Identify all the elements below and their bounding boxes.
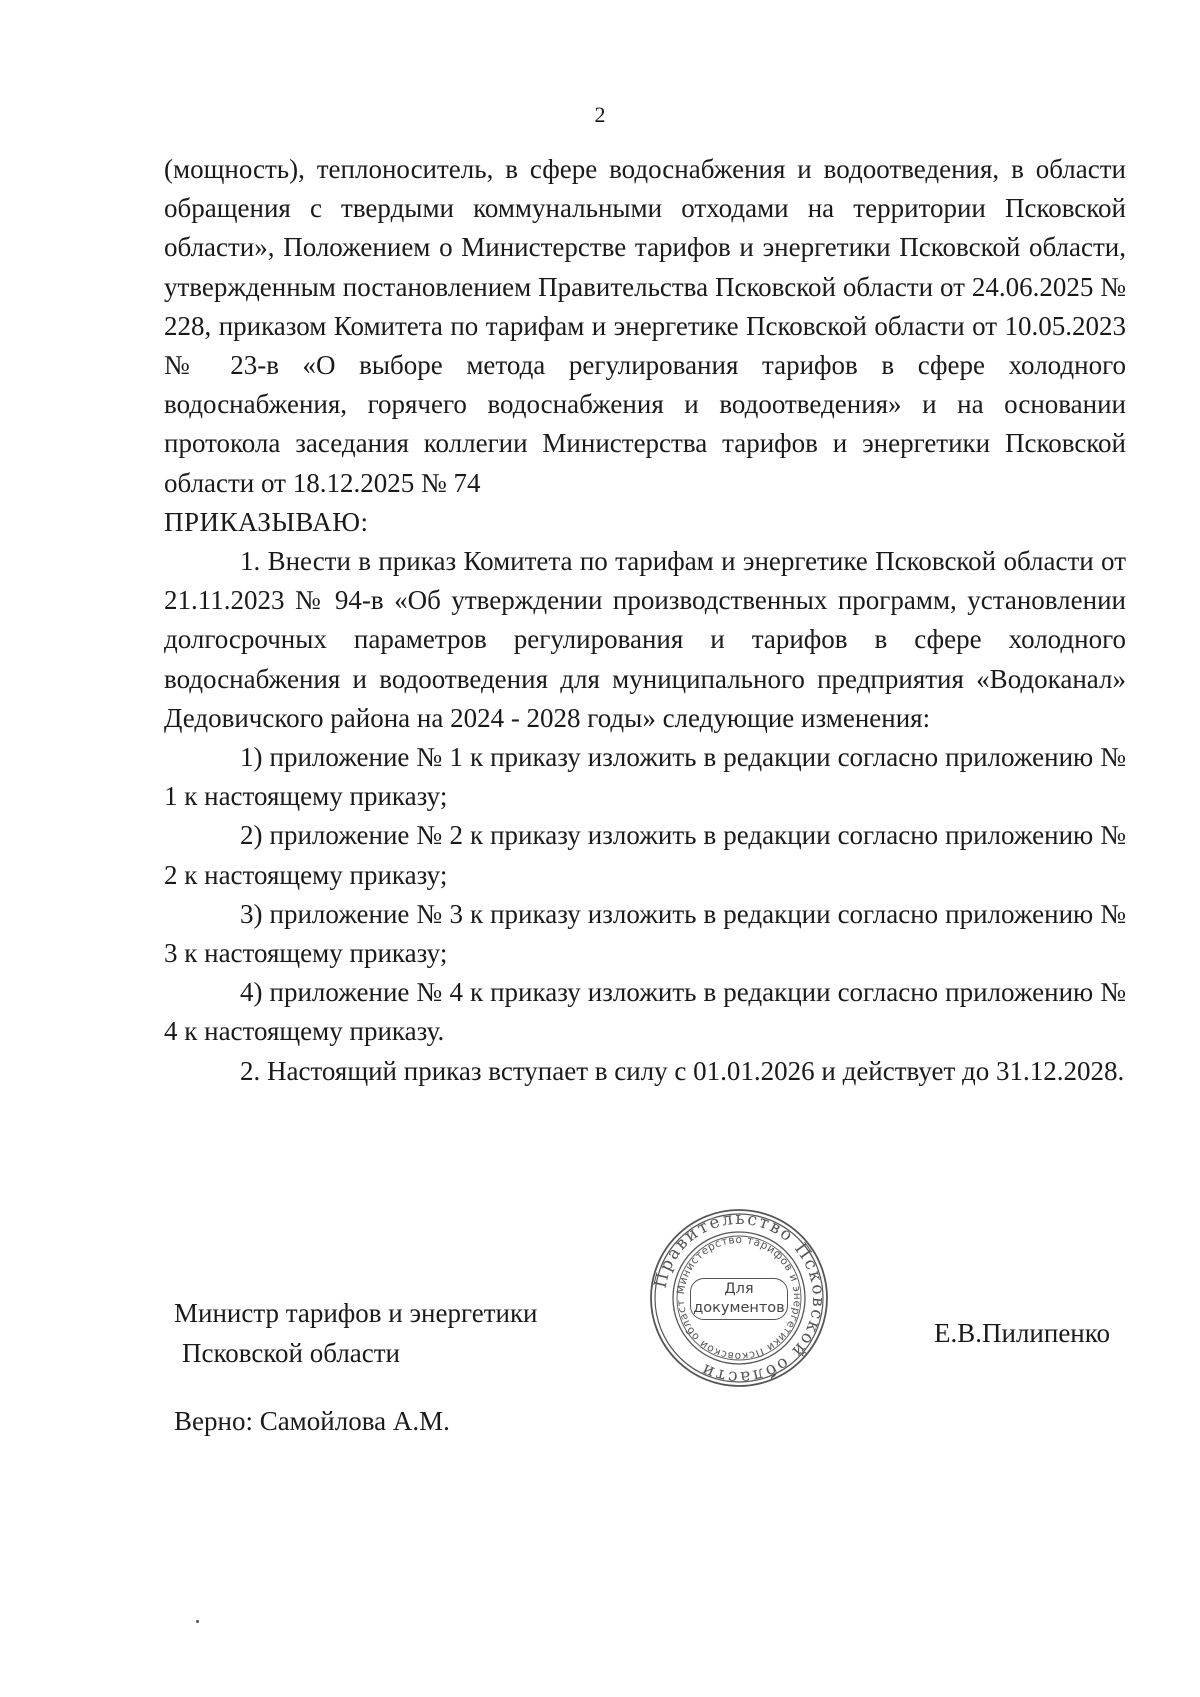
scan-dot (196, 1620, 199, 1623)
seal-center-line-1: Для (724, 1281, 754, 1297)
seal-inner-text: Министерство тарифов и энергетики Псковской област (674, 1233, 804, 1363)
seal-center-label (690, 1278, 788, 1320)
page-number: 2 (594, 102, 606, 127)
official-seal (648, 1207, 830, 1389)
seal-center-line-2: документов (693, 1300, 785, 1316)
order-item-2: 2. Настоящий приказ вступает в силу с 01.01.2026 и действует до 31.12.2028. (240, 1055, 1125, 1086)
document-body (164, 150, 1126, 1091)
sub-item-3: 3) приложение № 3 к приказу изложить в редакции согласно приложению № 3 к настоящему приказу; (164, 898, 1126, 969)
position-line-2: Псковской области (182, 1338, 401, 1368)
sub-item-4: 4) приложение № 4 к приказу изложить в редакции согласно приложению № 4 к настоящему приказу. (164, 977, 1126, 1047)
order-word: ПРИКАЗЫВАЮ: (164, 506, 369, 537)
certified-copy: Верно: Самойлова А.М. (174, 1406, 450, 1436)
position-line-1: Министр тарифов и энергетики (174, 1298, 538, 1328)
order-item-1: 1. Внести в приказ Комитета по тарифам и энергетике Псковской области от 21.11.2023 № 94-в «Об утверждении производственных программ, установлении долгосрочных параметров регулирования и тарифов в сфере холодного водоснабжения и водоотведения для муниципального предприятия «Водоканал» Дедовичского района на 2024 - 2028 годы» следующие изменения: (164, 546, 1126, 733)
seal-outer-text: Правительство Псковской области (650, 1208, 829, 1388)
signer-name: Е.В.Пилипенко (934, 1318, 1111, 1348)
sub-item-2: 2) приложение № 2 к приказу изложить в редакции согласно приложению № 2 к настоящему приказу; (164, 820, 1126, 890)
continuation-paragraph: (мощность), теплоноситель, в сфере водоснабжения и водоотведения, в области обращения с твердыми коммунальными отходами на территории Псковской области», Положением о Министерстве тарифов и энергетики Псковской области, утвержденным постановлением Правительства Псковской области от 24.06.2025 № 228, приказом Комитета по тарифам и энергетике Псковской области от 10.05.2023 № 23-в «О выборе метода регулирования тарифов в сфере холодного водоснабжения, горячего водоснабжения и водоотведения» и на основании протокола заседания коллегии Министерства тарифов и энергетики Псковской области от 18.12.2025 № 74 (164, 154, 1126, 498)
sub-item-1: 1) приложение № 1 к приказу изложить в редакции согласно приложению № 1 к настоящему приказу; (164, 742, 1126, 812)
signature-position (174, 1293, 538, 1373)
